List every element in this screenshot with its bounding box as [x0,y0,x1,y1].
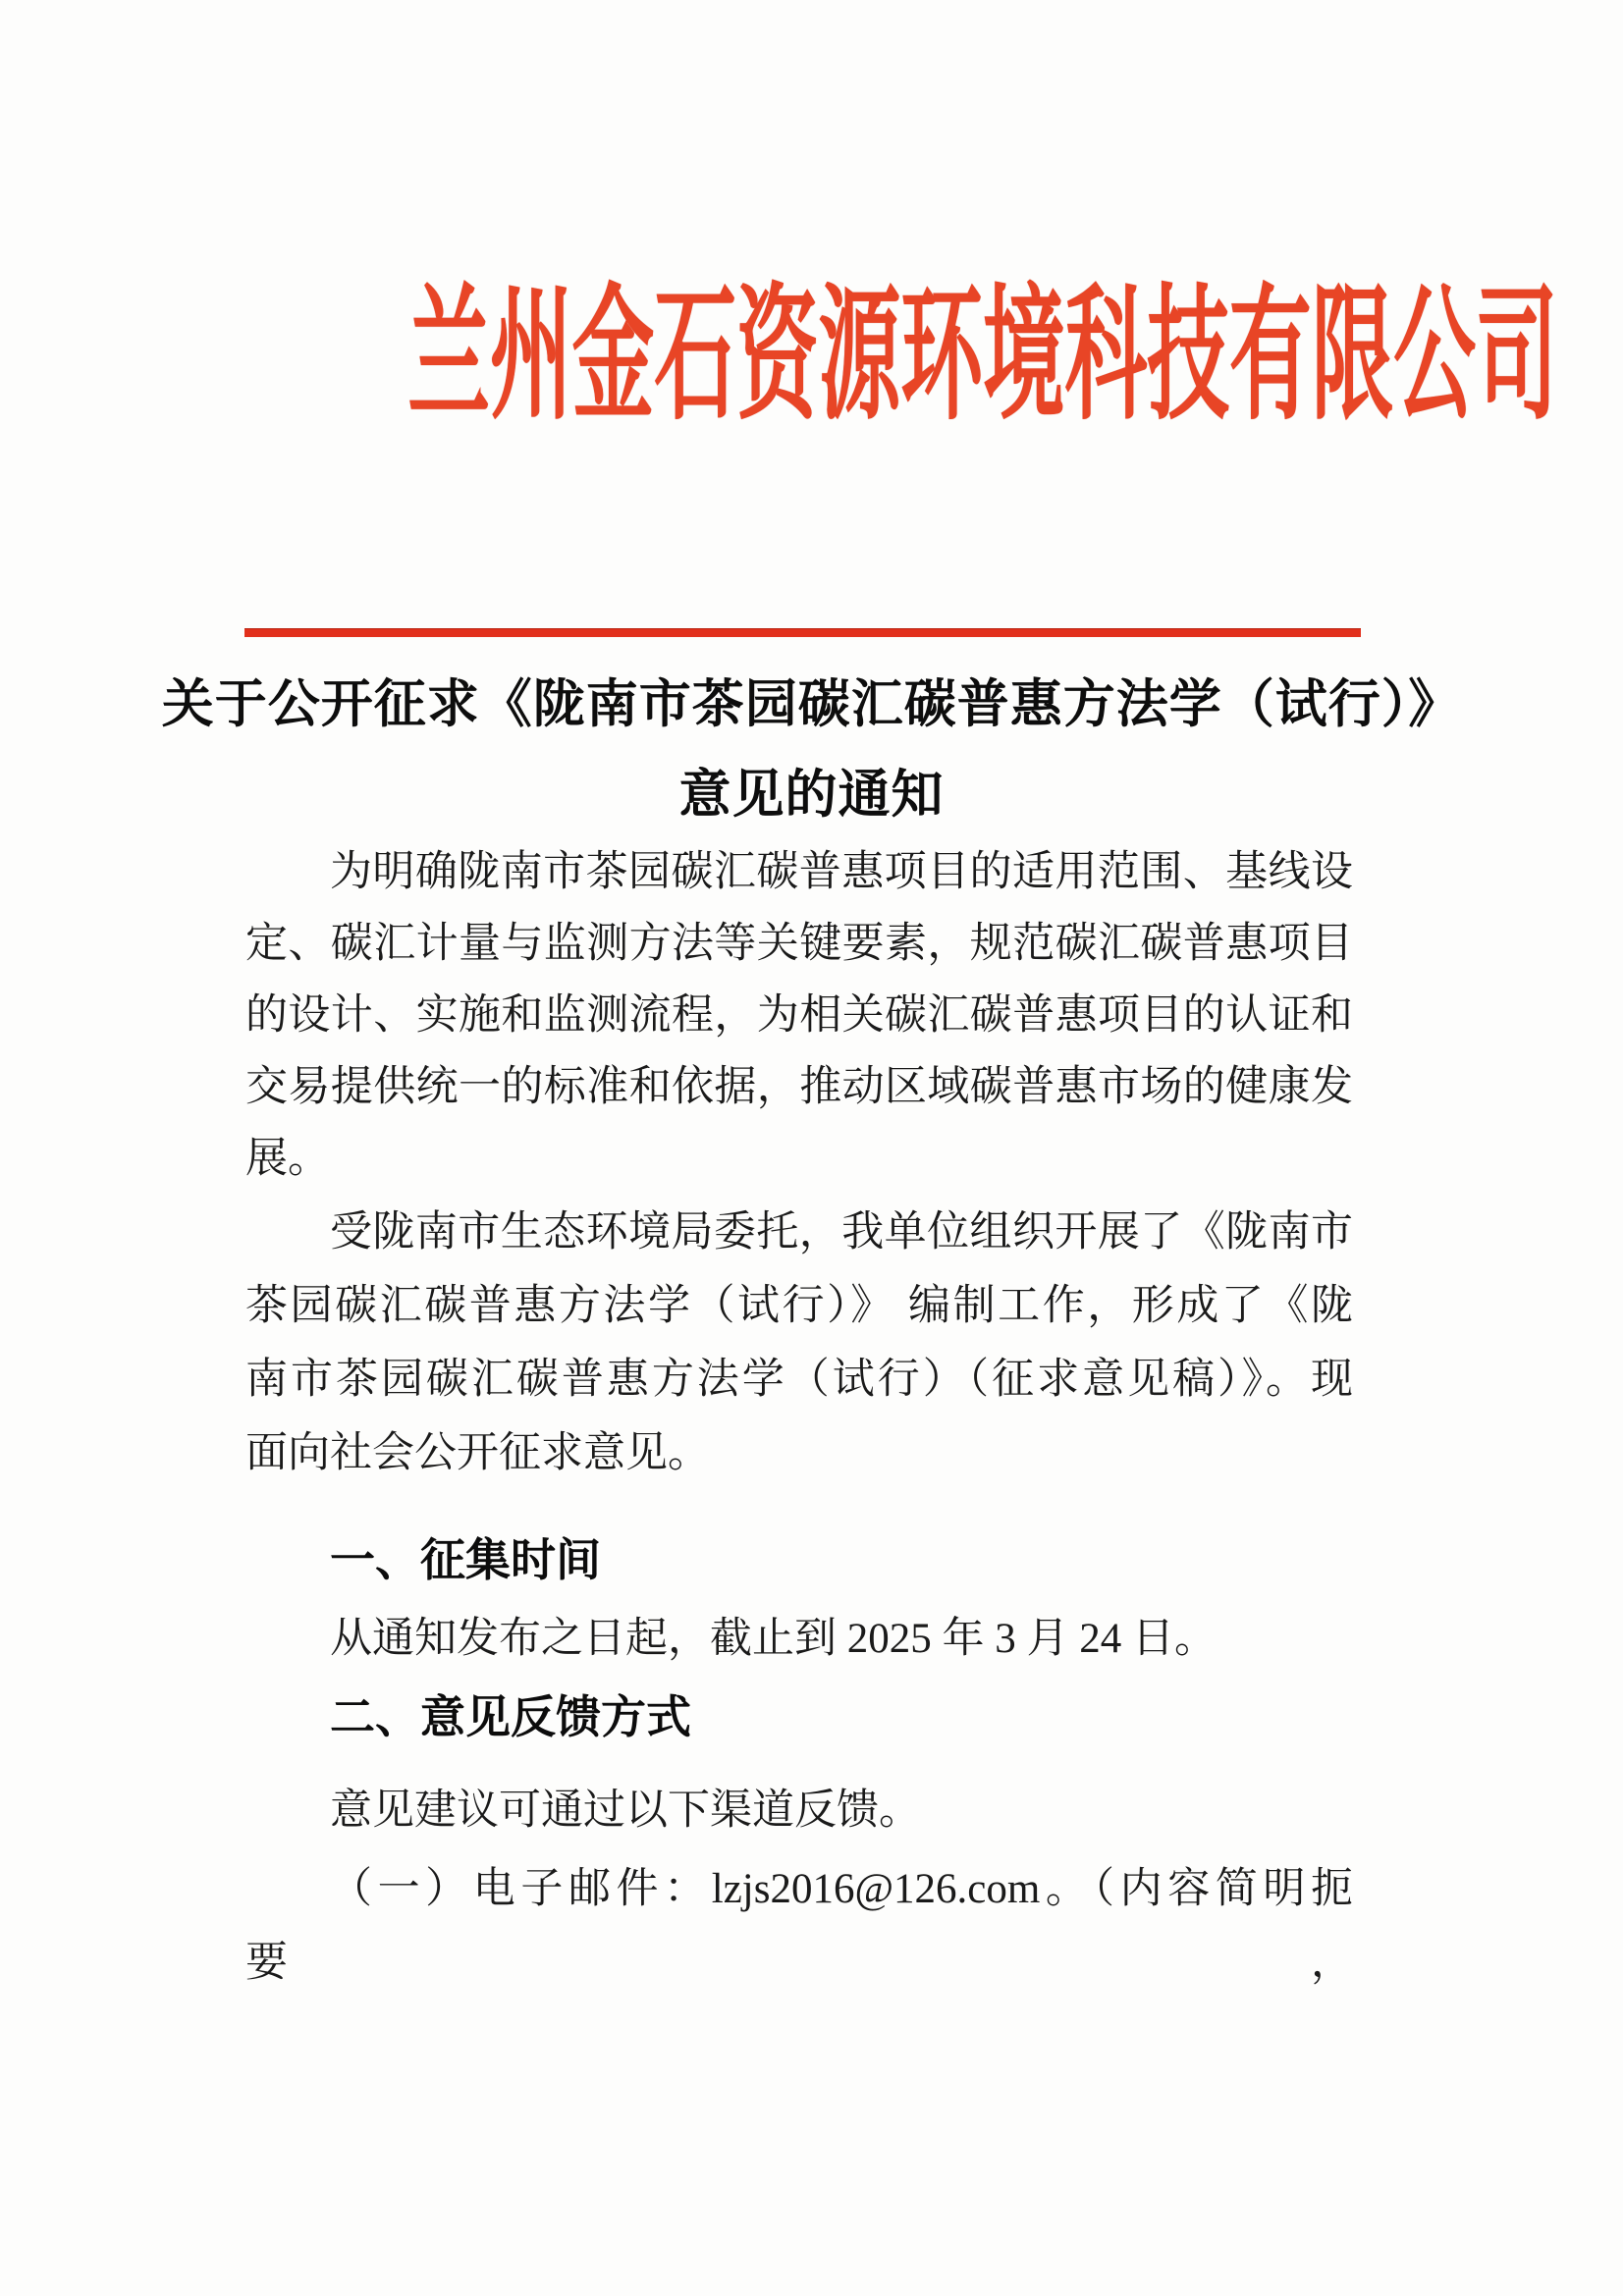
email-channel-line: （一）电子邮件：lzjs2016@126.com。（内容简明扼要， [245,1866,1353,1986]
body-line-6: 受陇南市生态环境局委托，我单位组织开展了《陇南市 [330,1209,1353,1255]
feedback-channels-line: 意见建议可通过以下渠道反馈。 [330,1788,921,1834]
collection-deadline-line: 从通知发布之日起，截止到 2025 年 3 月 24 日。 [330,1616,1217,1662]
body-line-5: 展。 [245,1136,330,1182]
notice-title-line-1: 关于公开征求《陇南市茶园碳汇碳普惠方法学（试行）》 [161,676,1462,733]
body-line-2: 定、碳汇计量与监测方法等关键要素，规范碳汇碳普惠项目 [245,921,1353,967]
section-heading-feedback-method: 二、意见反馈方式 [330,1691,691,1742]
body-line-1: 为明确陇南市茶园碳汇碳普惠项目的适用范围、基线设 [330,849,1353,895]
body-line-7: 茶园碳汇碳普惠方法学（试行）》 编制工作，形成了《陇 [245,1283,1353,1329]
body-line-8: 南市茶园碳汇碳普惠方法学（试行）（征求意见稿）》。现 [245,1357,1353,1403]
body-line-9: 面向社会公开征求意见。 [245,1430,710,1476]
red-separator-rule [244,628,1361,637]
section-heading-collection-time: 一、征集时间 [330,1534,601,1585]
body-line-4: 交易提供统一的标准和依据，推动区域碳普惠市场的健康发 [245,1064,1353,1110]
letterhead-company-name: 兰州金石资源环境科技有限公司 [407,275,1558,438]
letterhead [0,273,1623,440]
notice-title-line-2: 意见的通知 [678,767,945,824]
body-line-3: 的设计、实施和监测流程，为相关碳汇碳普惠项目的认证和 [245,992,1353,1039]
